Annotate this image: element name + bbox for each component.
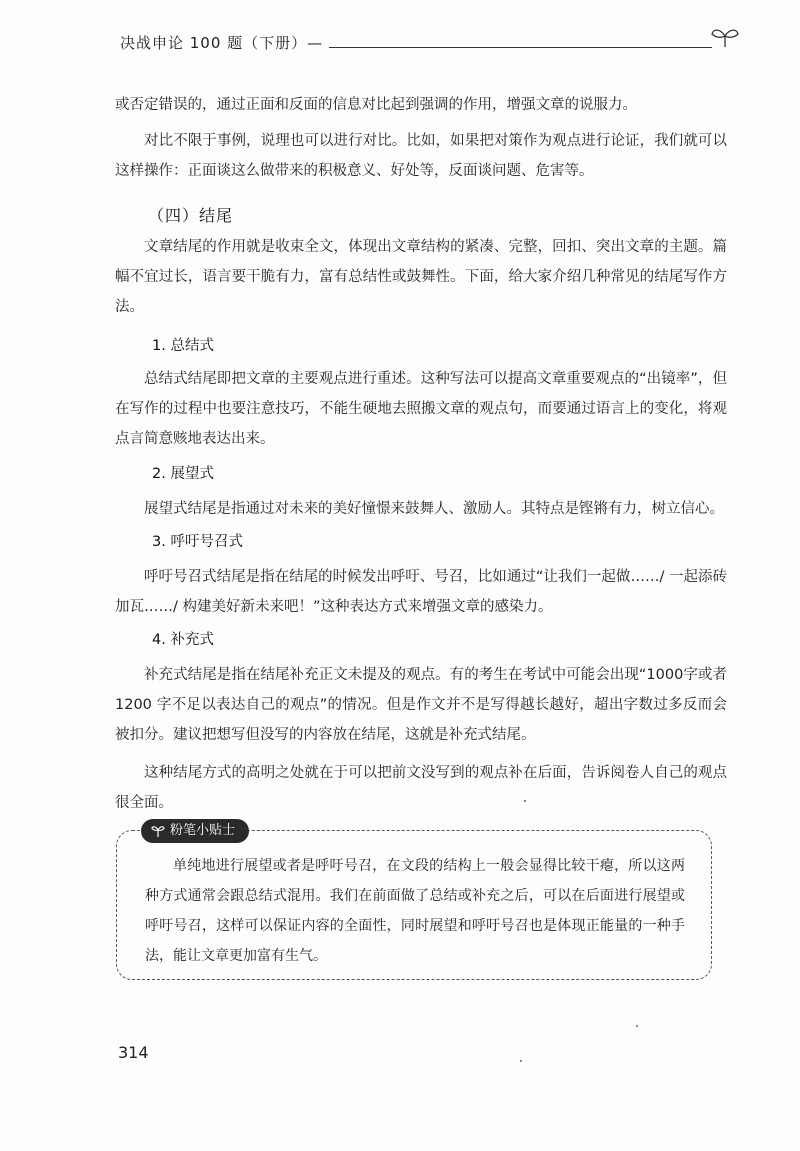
tip-badge: [141, 819, 249, 843]
tip-text: [145, 851, 685, 971]
scan-speck: [524, 800, 526, 802]
scan-speck: [636, 1025, 638, 1027]
header-title: 决战申论 100 题（下册）—: [120, 32, 329, 53]
section-heading: （四）结尾: [148, 206, 234, 225]
header-rule: [305, 47, 712, 48]
tip-badge-label: 粉笔小贴士: [170, 823, 236, 838]
tip-box: [116, 823, 712, 980]
scan-speck: [520, 1060, 522, 1062]
item-heading: 3. 呼吁号召式: [152, 534, 243, 550]
section-intro: [115, 232, 727, 322]
intro-block: [115, 90, 727, 186]
item-body: [115, 660, 727, 818]
paragraph: 展望式结尾是指通过对未来的美好憧憬来鼓舞人、激励人。其特点是铿锵有力，树立信心。: [144, 501, 724, 517]
paragraph: 这种结尾方式的高明之处就在于可以把前文没写到的观点补在后面，告诉阅卷人自己的观点很全面。: [115, 765, 727, 811]
item-body: [115, 364, 727, 454]
paragraph: 补充式结尾是指在结尾补充正文未提及的观点。有的考生在考试中可能会出现“1000字或者 1200 字不足以表达自己的观点”的情况。但是作文并不是写得越长越好，超出字数过多反而会被扣分。建议把想写但没写的内容放在结尾，这就是补充式结尾。: [115, 667, 727, 743]
paragraph: 单纯地进行展望或者是呼吁号召，在文段的结构上一般会显得比较干瘪，所以这两种方式通常会跟总结式混用。我们在前面做了总结或补充之后，可以在后面进行展望或呼吁号召，这样可以保证内容的全面性，同时展望和呼吁号召也是体现正能量的一种手法，能让文章更加富有生气。: [145, 858, 685, 964]
item-heading: 4. 补充式: [152, 632, 214, 648]
sprout-icon: [151, 824, 165, 838]
paragraph: 呼吁号召式结尾是指在结尾的时候发出呼吁、号召，比如通过“让我们一起做……/ 一起添砖加瓦……/ 构建美好新未来吧！”这种表达方式来增强文章的感染力。: [115, 569, 727, 615]
item-body: [115, 562, 727, 622]
page-number: 314: [118, 1043, 149, 1062]
item-body: [115, 494, 727, 524]
item-heading: 2. 展望式: [152, 466, 214, 482]
paragraph: 对比不限于事例，说理也可以进行对比。比如，如果把对策作为观点进行论证，我们就可以这样操作：正面谈这么做带来的积极意义、好处等，反面谈问题、危害等。: [115, 133, 727, 179]
paragraph: 文章结尾的作用就是收束全文，体现出文章结构的紧凑、完整，回扣、突出文章的主题。篇幅不宜过长，语言要干脆有力，富有总结性或鼓舞性。下面，给大家介绍几种常见的结尾写作方法。: [115, 239, 727, 315]
running-header: [120, 32, 740, 58]
item-heading: 1. 总结式: [152, 338, 214, 354]
paragraph: 或否定错误的，通过正面和反面的信息对比起到强调的作用，增强文章的说服力。: [115, 97, 637, 113]
paragraph: 总结式结尾即把文章的主要观点进行重述。这种写法可以提高文章重要观点的“出镜率”，但在写作的过程中也要注意技巧，不能生硬地去照搬文章的观点句，而要通过语言上的变化，将观点言简意赅地表达出来。: [115, 371, 727, 447]
sprout-icon: [710, 26, 740, 48]
